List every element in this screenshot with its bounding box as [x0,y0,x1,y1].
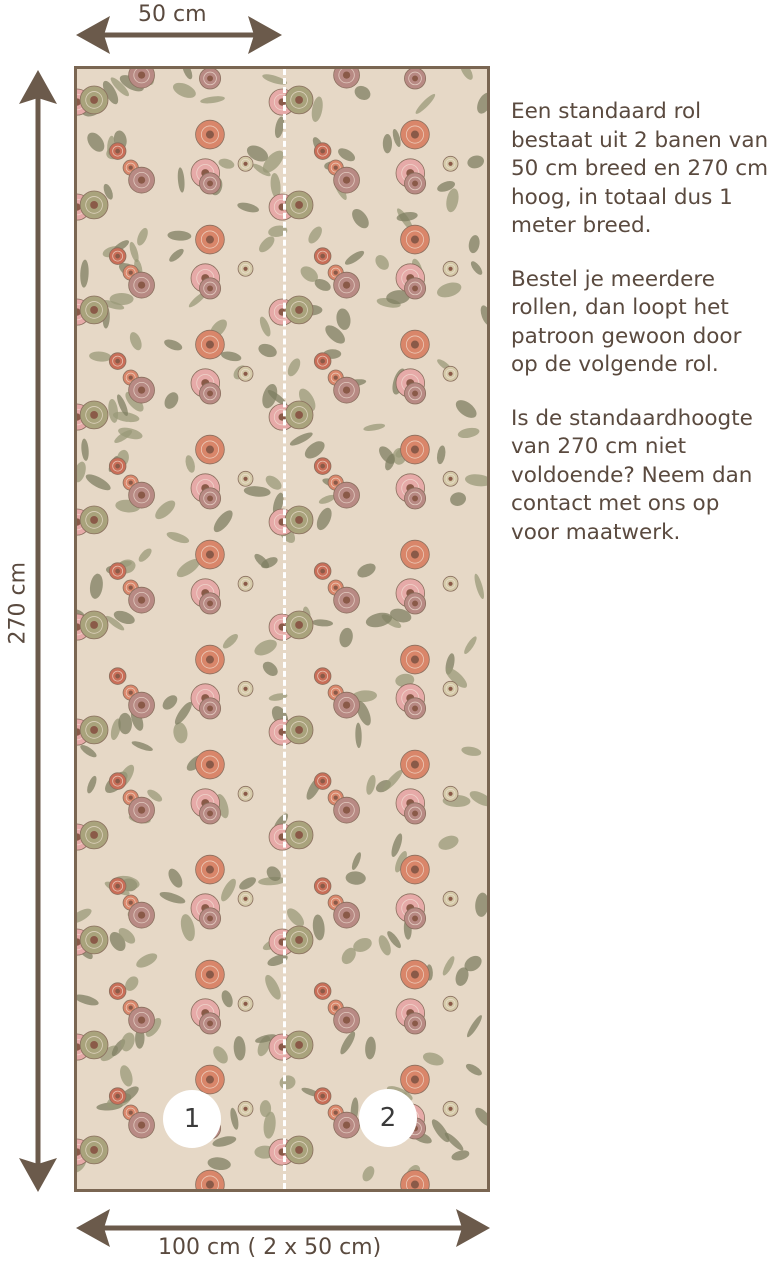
wallpaper-preview [74,66,490,1192]
width-label: 50 cm [138,2,207,27]
roll-number-badge: 1 [163,1090,221,1148]
info-paragraph: Bestel je meerdere rollen, dan loopt het patroon gewoon door op de volgende rol. [511,266,742,377]
height-label: 270 cm [5,561,31,645]
total-width-label: 100 cm ( 2 x 50 cm) [158,1235,382,1260]
roll-seam [283,69,286,1189]
roll-number-badge: 2 [359,1089,417,1147]
info-paragraph: Is de standaardhoogte van 270 cm niet voldoende? Neem dan contact met ons op voor maatwerk. [511,405,753,545]
info-paragraph: Een standaard rol bestaat uit 2 banen van 50 cm breed en 270 cm hoog, in totaal dus 1 meter breed. [511,99,769,238]
info-text [511,98,769,572]
floral-pattern [77,69,487,1189]
